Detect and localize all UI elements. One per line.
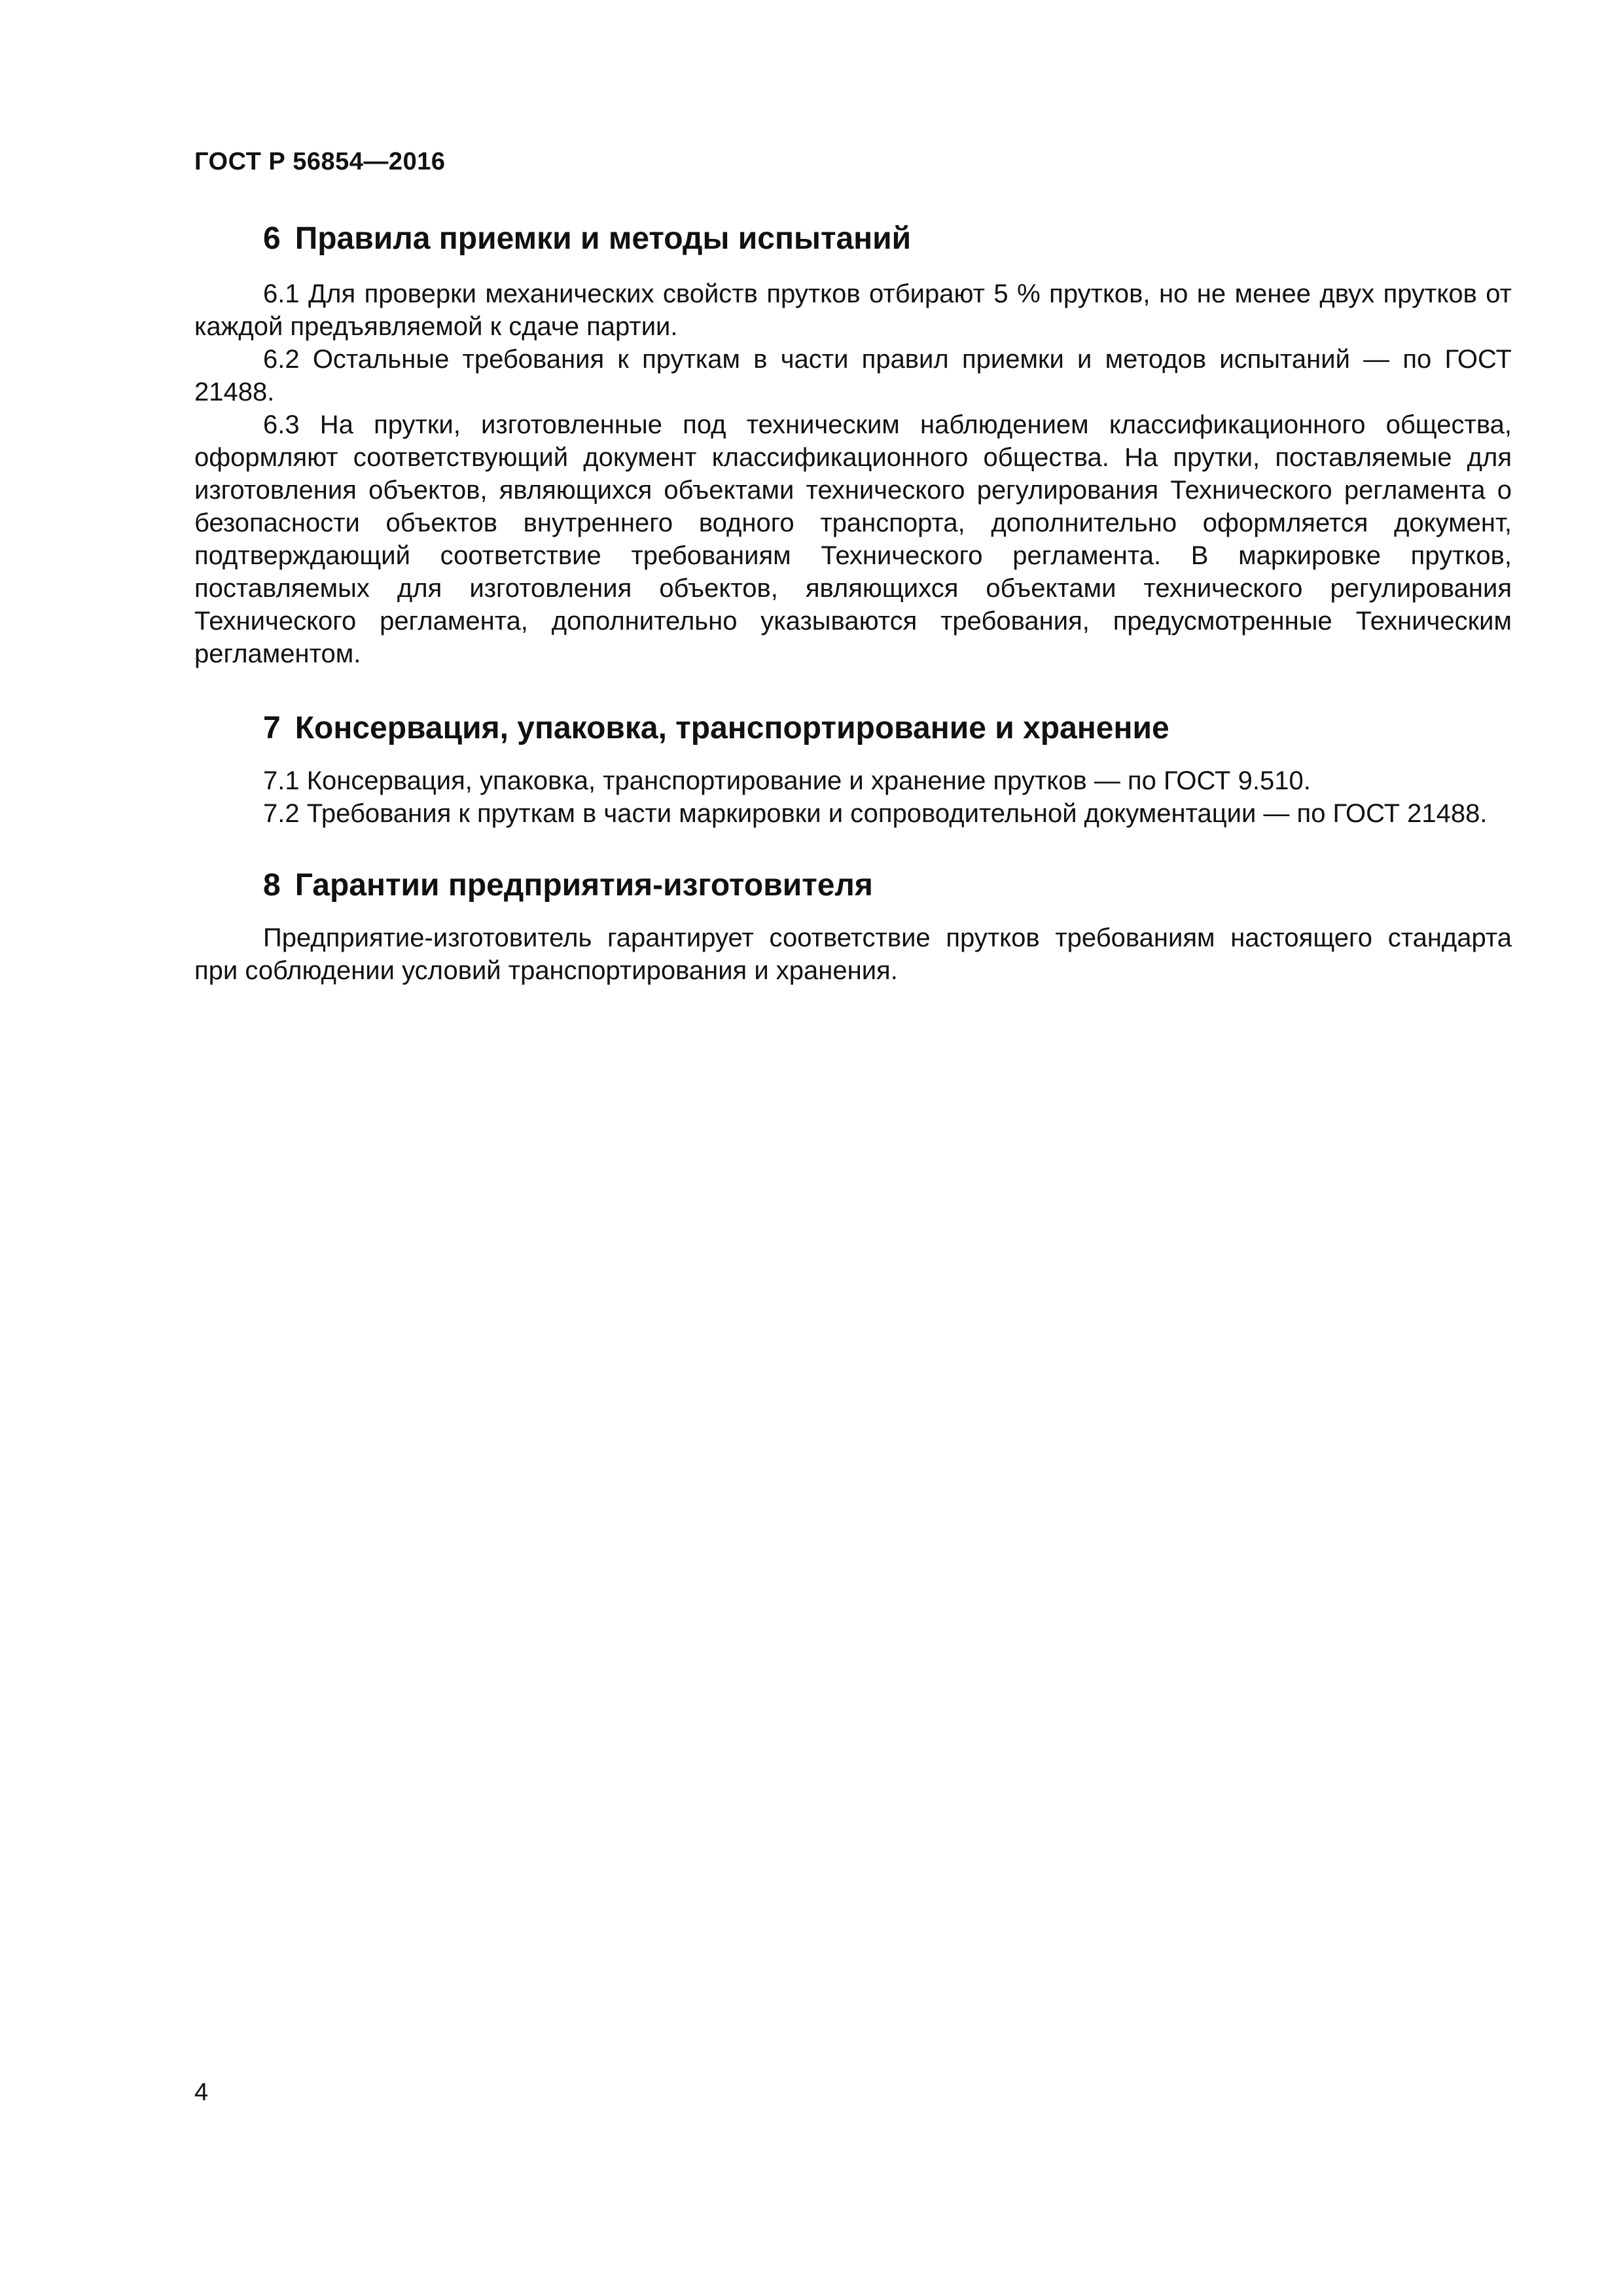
paragraph-6-1: 6.1 Для проверки механических свойств прутков отбирают 5 % прутков, но не менее двух прутков от каждой предъявляемой к сдаче партии.	[194, 279, 1512, 341]
section-title: Гарантии предприятия-изготовителя	[294, 868, 873, 903]
paragraph-7-2: 7.2 Требования к пруткам в части маркировки и сопроводительной документации — по ГОСТ 21488.	[263, 799, 1488, 828]
paragraph-8-1: Предприятие-изготовитель гарантирует соответствие прутков требованиям настоящего стандарта при соблюдении условий транспортирования и хранения.	[194, 924, 1512, 985]
section-6-heading	[194, 216, 1512, 262]
section-8-body	[194, 922, 1512, 987]
paragraph-6-2: 6.2 Остальные требования к пруткам в части правил приемки и методов испытаний — по ГОСТ 21488.	[194, 345, 1512, 406]
section-number: 8	[263, 868, 281, 903]
section-number: 7	[263, 711, 281, 745]
section-6-body	[194, 278, 1512, 670]
section-number: 6	[263, 221, 281, 256]
section-7-body	[194, 764, 1512, 830]
section-7-heading	[194, 706, 1512, 751]
page-number: 4	[194, 2079, 209, 2106]
paragraph-7-1: 7.1 Консервация, упаковка, транспортирование и хранение прутков — по ГОСТ 9.510.	[263, 766, 1311, 795]
section-8-heading	[194, 863, 1512, 908]
document-body	[194, 216, 1512, 987]
document-id-header: ГОСТ Р 56854—2016	[194, 148, 446, 175]
section-title: Правила приемки и методы испытаний	[294, 221, 912, 256]
section-title: Консервация, упаковка, транспортирование и хранение	[294, 711, 1169, 745]
paragraph-6-3: 6.3 На прутки, изготовленные под техническим наблюдением классификационного общества, оформляют соответствующий документ классификационного общества. На прутки, поставляемые для изготовления объектов, являющихся объектами технического регулирования Технического регламента о безопасности объектов внутреннего водного транспорта, дополнительно оформляется документ, подтверждающий соответствие требованиям Технического регламента. В маркировке прутков, поставляемых для изготовления объектов, являющихся объектами технического регулирования Технического регламента, дополнительно указываются требования, предусмотренные Техническим регламентом.	[194, 410, 1512, 668]
